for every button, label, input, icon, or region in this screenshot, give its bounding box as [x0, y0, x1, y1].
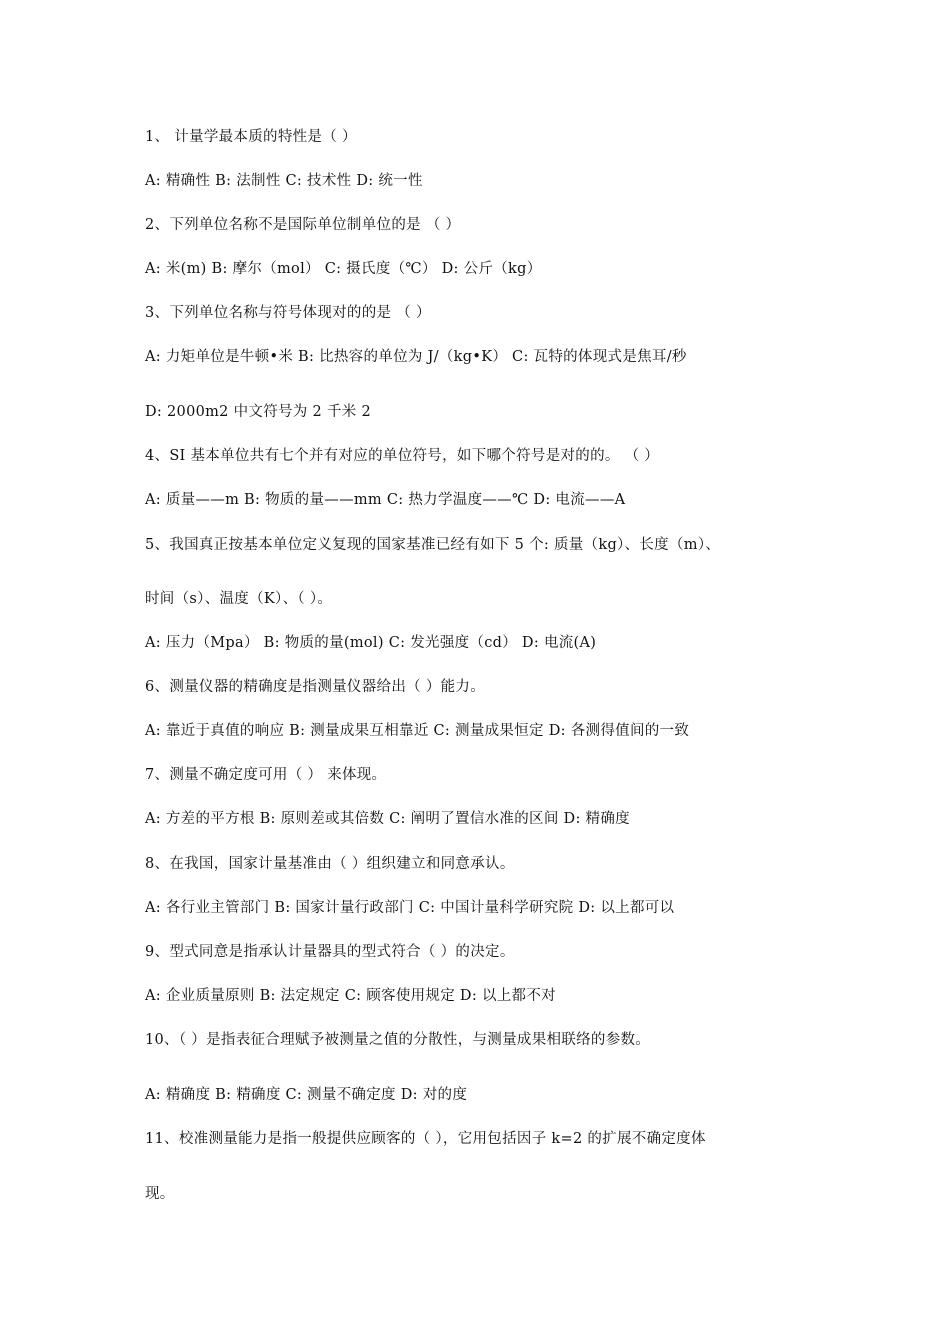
question-5: 5、我国真正按基本单位定义复现的国家基准已经有如下 5 个: 质量（kg）、长度（m）、 — [145, 537, 721, 553]
options-7: A: 方差的平方根 B: 原则差或其倍数 C: 阐明了置信水准的区间 D: 精确度 — [145, 811, 630, 827]
options-3: A: 力矩单位是牛顿•米 B: 比热容的单位为 J/（kg•K） C: 瓦特的体现式是焦耳/秒 — [145, 349, 687, 365]
question-11-continued: 现。 — [145, 1186, 175, 1202]
question-11: 11、校准测量能力是指一般提供应顾客的（ ），它用包括因子 k=2 的扩展不确定度体 — [145, 1131, 706, 1147]
question-8: 8、在我国，国家计量基准由（ ）组织建立和同意承认。 — [145, 856, 515, 872]
question-5-continued: 时间（s）、温度（K）、（ ）。 — [145, 591, 333, 607]
options-10: A: 精确度 B: 精确度 C: 测量不确定度 D: 对的度 — [145, 1087, 468, 1103]
options-5: A: 压力（Mpa） B: 物质的量(mol) C: 发光强度（cd） D: 电流(A) — [145, 635, 597, 651]
options-2: A: 米(m) B: 摩尔（mol） C: 摄氏度（℃） D: 公斤（kg） — [145, 261, 542, 277]
question-2: 2、下列单位名称不是国际单位制单位的是 （ ） — [145, 217, 461, 233]
question-4: 4、SI 基本单位共有七个并有对应的单位符号，如下哪个符号是对的的。 （ ） — [145, 448, 660, 464]
options-9: A: 企业质量原则 B: 法定规定 C: 顾客使用规定 D: 以上都不对 — [145, 988, 556, 1004]
question-6: 6、测量仪器的精确度是指测量仪器给出（ ）能力。 — [145, 679, 486, 695]
options-6: A: 靠近于真值的响应 B: 测量成果互相靠近 C: 测量成果恒定 D: 各测得值间的一致 — [145, 723, 690, 739]
options-4: A: 质量——m B: 物质的量——mm C: 热力学温度——℃ D: 电流——A — [145, 492, 626, 508]
question-7: 7、测量不确定度可用（ ） 来体现。 — [145, 767, 387, 783]
options-3-continued: D: 2000m2 中文符号为 2 千米 2 — [145, 404, 371, 420]
question-3: 3、下列单位名称与符号体现对的的是 （ ） — [145, 305, 431, 321]
options-1: A: 精确性 B: 法制性 C: 技术性 D: 统一性 — [145, 173, 423, 189]
question-9: 9、型式同意是指承认计量器具的型式符合（ ）的决定。 — [145, 944, 515, 960]
options-8: A: 各行业主管部门 B: 国家计量行政部门 C: 中国计量科学研究院 D: 以上都可以 — [145, 900, 675, 916]
question-10: 10、（ ）是指表征合理赋予被测量之值的分散性，与测量成果相联络的参数。 — [145, 1032, 651, 1048]
question-1: 1、 计量学最本质的特性是（ ） — [145, 129, 357, 145]
